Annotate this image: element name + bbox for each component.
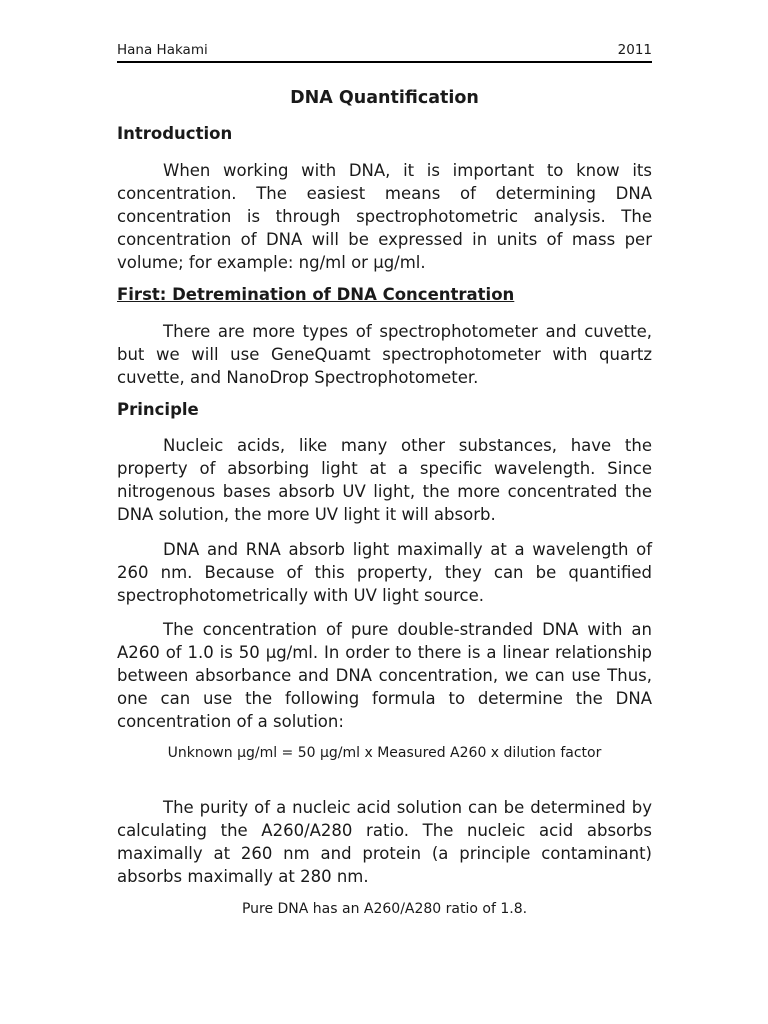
document-title: DNA Quantification (290, 88, 479, 108)
header-year: 2011 (617, 42, 652, 58)
page-header (117, 41, 652, 63)
principle-paragraph-4: The purity of a nucleic acid solution can be determined by calculating the A260/A280 ratio. The nucleic acid absorbs maximally at 260 nm and protein (a principle contaminant) absorbs maximally at 280 nm. (117, 798, 652, 886)
introduction-paragraph: When working with DNA, it is important to know its concentration. The easiest means of determining DNA concentration is through spectrophotometric analysis. The concentration of DNA will be expressed in units of mass per volume; for example: ng/ml or µg/ml. (117, 161, 652, 272)
purity-note: Pure DNA has an A260/A280 ratio of 1.8. (241, 901, 528, 917)
concentration-formula: Unknown µg/ml = 50 µg/ml x Measured A260 x dilution factor (167, 745, 602, 761)
principle-paragraph-2: DNA and RNA absorb light maximally at a wavelength of 260 nm. Because of this property, they can be quantified spectrophotometrically with UV light source. (117, 540, 652, 605)
introduction-heading: Introduction (117, 124, 233, 143)
principle-heading: Principle (117, 400, 199, 419)
header-author: Hana Hakami (117, 42, 208, 58)
first-section-paragraph: There are more types of spectrophotometer and cuvette, but we will use GeneQuamt spectrophotometer with quartz cuvette, and NanoDrop Spectrophotometer. (117, 322, 652, 387)
principle-paragraph-1: Nucleic acids, like many other substances, have the property of absorbing light at a specific wavelength. Since nitrogenous bases absorb UV light, the more concentrated the DNA solution, the more UV light it will absorb. (117, 436, 652, 524)
principle-paragraph-3: The concentration of pure double-stranded DNA with an A260 of 1.0 is 50 µg/ml. In order to there is a linear relationship between absorbance and DNA concentration, we can use Thus, one can use the following formula to determine the DNA concentration of a solution: (117, 620, 652, 731)
first-section-heading: First: Detremination of DNA Concentration (117, 285, 515, 304)
